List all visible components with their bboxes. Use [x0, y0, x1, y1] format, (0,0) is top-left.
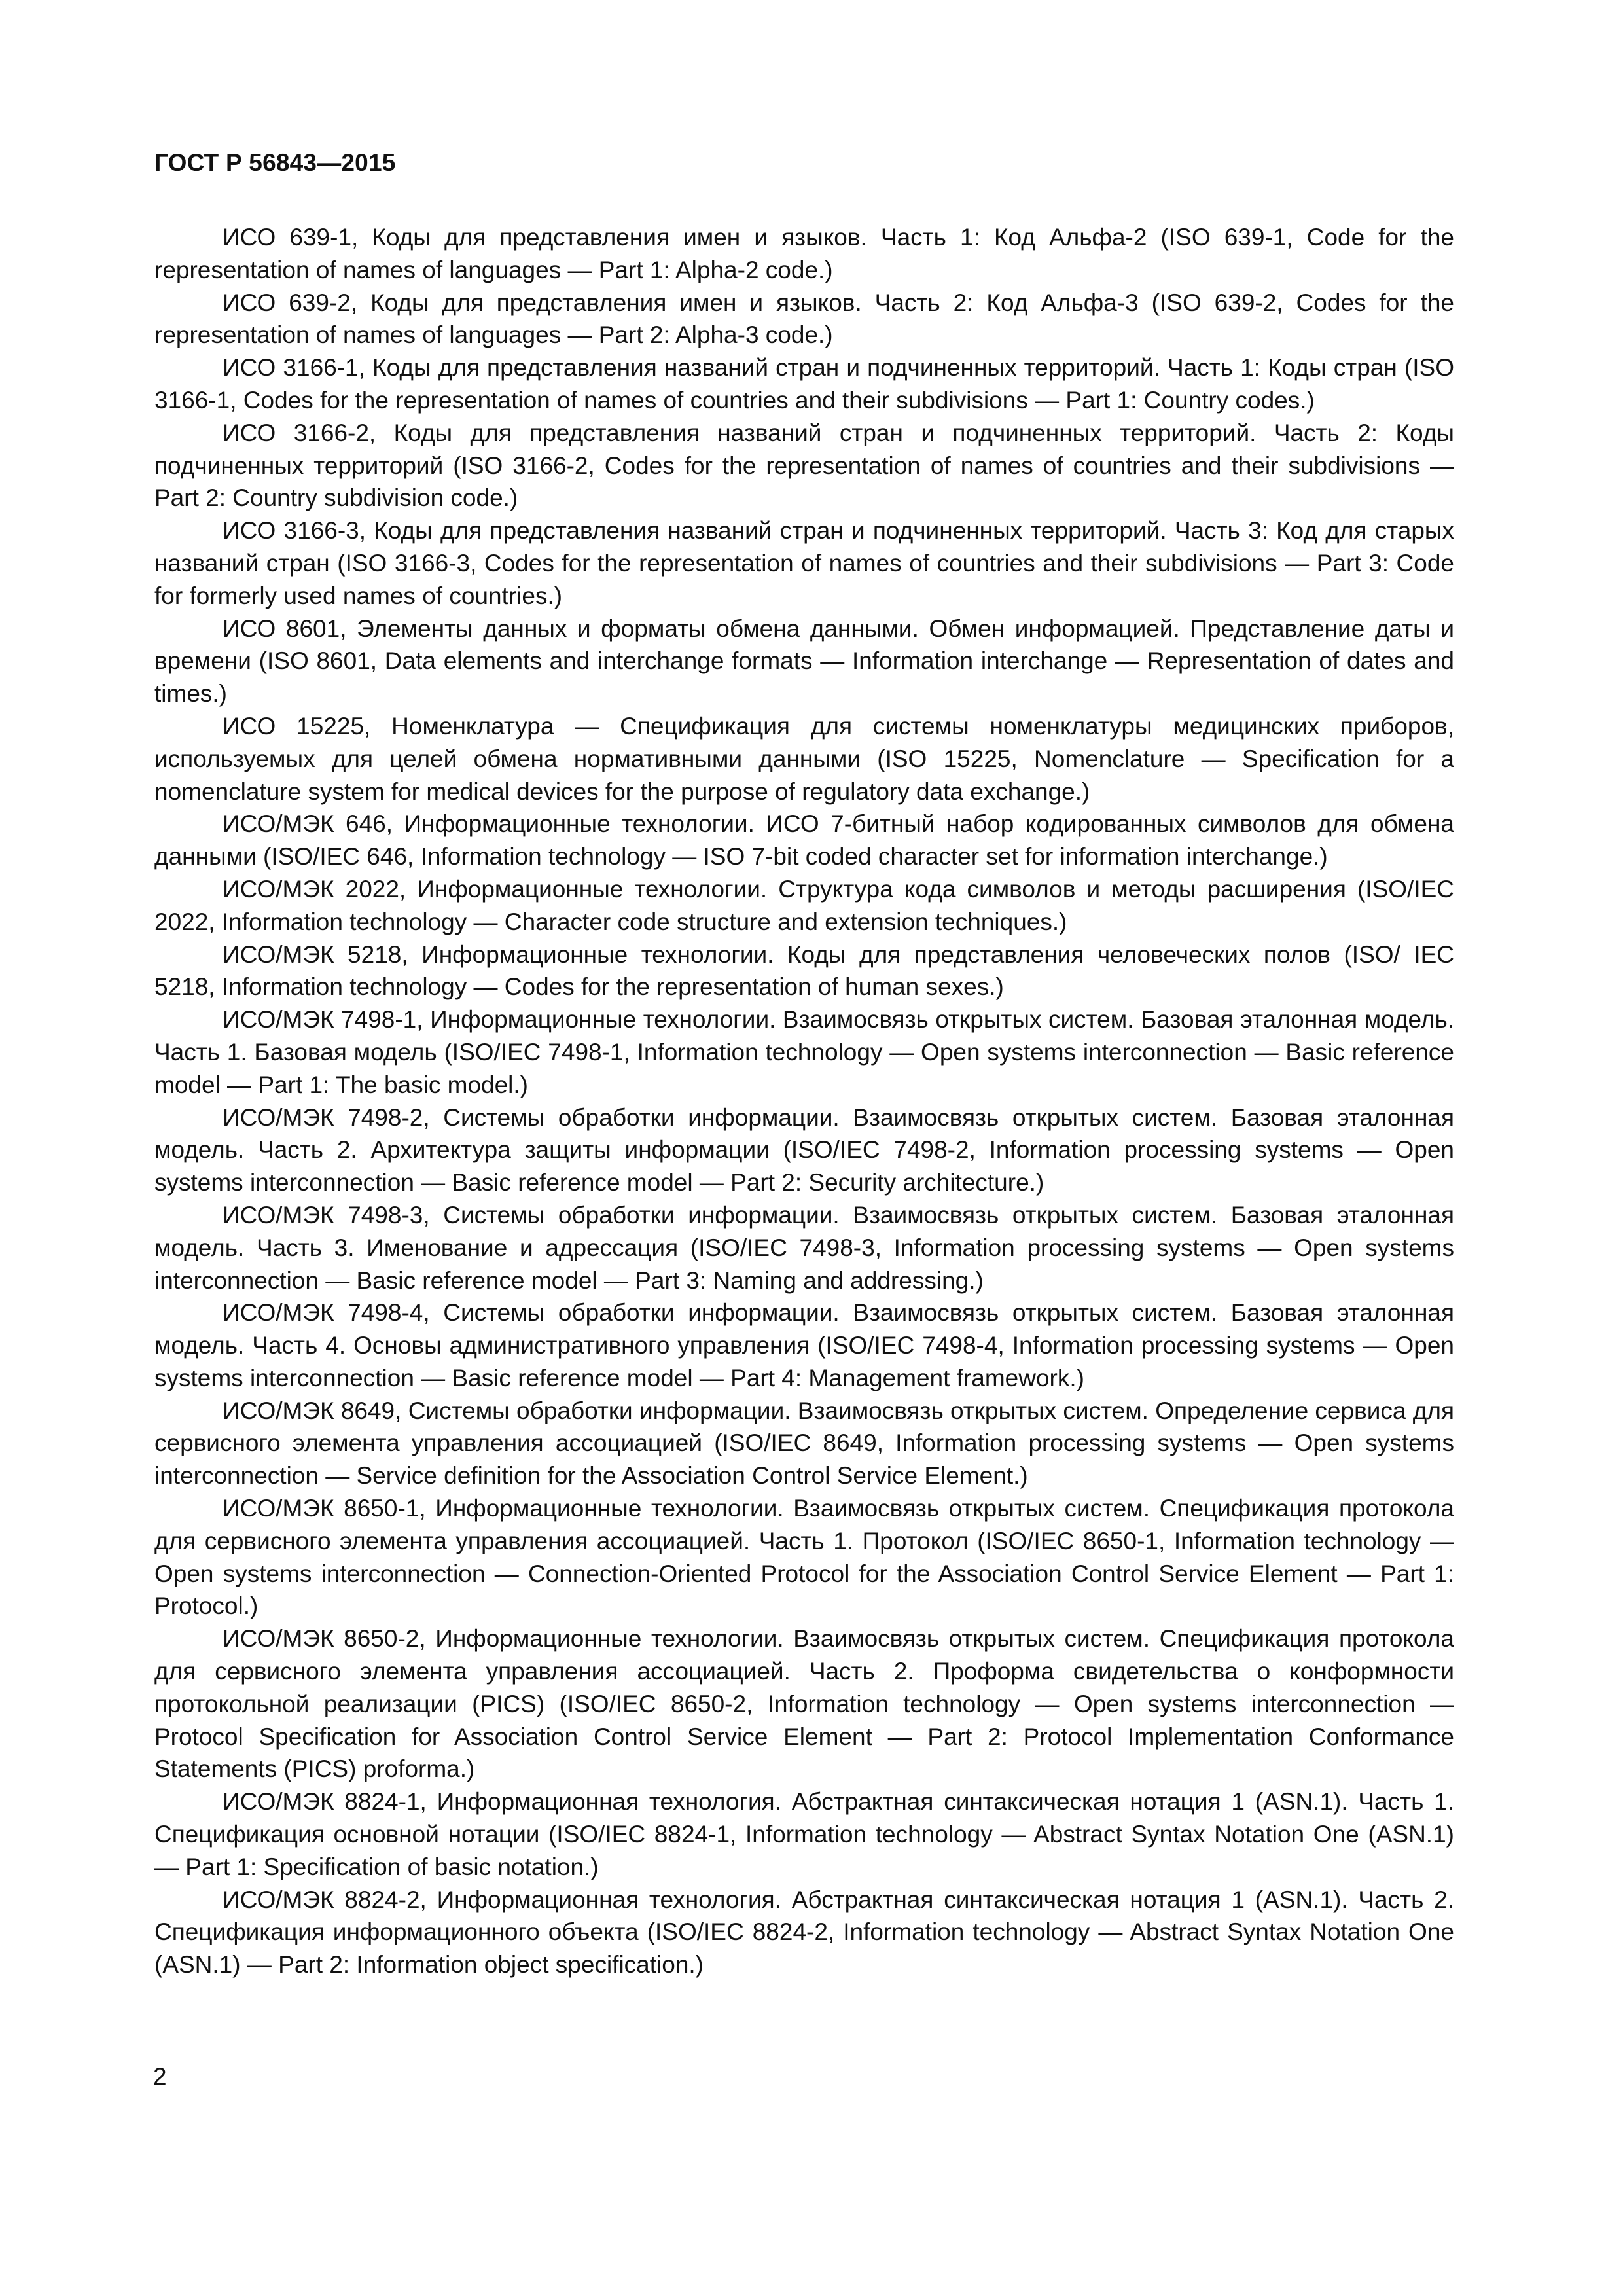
reference-iso-iec-7498-1: ИСО/МЭК 7498-1, Информационные технологии. Взаимосвязь открытых систем. Базовая эталонная модель. Часть 1. Базовая модель (ISO/IEC 7498-1, Information technology — Open systems interconnection — Basic reference model — Part 1: The basic model.): [154, 1006, 1454, 1098]
reference-iso-iec-7498-3: ИСО/МЭК 7498-3, Системы обработки информации. Взаимосвязь открытых систем. Базовая эталонная модель. Часть 3. Именование и адрессация (ISO/IEC 7498-3, Information processing systems — Open systems interconnection — Basic reference model — Part 3: Naming and addressing.): [154, 1201, 1454, 1294]
reference-iso-iec-8649: ИСО/МЭК 8649, Системы обработки информации. Взаимосвязь открытых систем. Определение сервиса для сервисного элемента управления ассоциацией (ISO/IEC 8649, Information processing systems — Open systems interconnection — Service definition for the Association Control Service Element.): [154, 1397, 1454, 1490]
reference-iso-3166-2: ИСО 3166-2, Коды для представления названий стран и подчиненных территорий. Часть 2: Коды подчиненных территорий (ISO 3166-2, Codes for the representation of names of countries and their subdivisions — Part 2: Country subdivision code.): [154, 419, 1454, 512]
reference-iso-639-1: ИСО 639-1, Коды для представления имен и языков. Часть 1: Код Альфа-2 (ISO 639-1, Code for the representation of names of languages — Part 1: Alpha-2 code.): [154, 224, 1454, 283]
page-header-standard-id: ГОСТ Р 56843—2015: [154, 149, 396, 176]
reference-iso-iec-8824-1: ИСО/МЭК 8824-1, Информационная технология. Абстрактная синтаксическая нотация 1 (ASN.1). Часть 1. Спецификация основной нотации (ISO/IEC 8824-1, Information technology — Abstract Syntax Notation One (ASN.1) — Part 1: Specification of basic notation.): [154, 1788, 1454, 1880]
reference-iso-iec-7498-2: ИСО/МЭК 7498-2, Системы обработки информации. Взаимосвязь открытых систем. Базовая эталонная модель. Часть 2. Архитектура защиты информации (ISO/IEC 7498-2, Information processing systems — Open systems interconnection — Basic reference model — Part 2: Security architecture.): [154, 1103, 1454, 1196]
page-number: 2: [153, 2063, 167, 2090]
reference-iso-iec-8650-1: ИСО/МЭК 8650-1, Информационные технологии. Взаимосвязь открытых систем. Спецификация протокола для сервисного элемента управления ассоциацией. Часть 1. Протокол (ISO/IEC 8650-1, Information technology — Open systems interconnection — Connection-Oriented Protocol for the Association Control Service Element — Part 1: Protocol.): [154, 1495, 1454, 1620]
reference-iso-iec-8650-2: ИСО/МЭК 8650-2, Информационные технологии. Взаимосвязь открытых систем. Спецификация протокола для сервисного элемента управления ассоциацией. Часть 2. Проформа свидетельства о конформности протокольной реализации (PICS) (ISO/IEC 8650-2, Information technology — Open systems interconnection — Protocol Specification for Association Control Service Element — Part 2: Protocol Implementation Conformance Statements (PICS) proforma.): [154, 1625, 1454, 1783]
reference-iso-639-2: ИСО 639-2, Коды для представления имен и языков. Часть 2: Код Альфа-3 (ISO 639-2, Codes for the representation of names of languages — Part 2: Alpha-3 code.): [154, 289, 1454, 349]
reference-iso-3166-3: ИСО 3166-3, Коды для представления названий стран и подчиненных территорий. Часть 3: Код для старых названий стран (ISO 3166-3, Codes for the representation of names of countries and their subdivisions — Part 3: Code for formerly used names of countries.): [154, 517, 1454, 609]
reference-iso-3166-1: ИСО 3166-1, Коды для представления названий стран и подчиненных территорий. Часть 1: Коды стран (ISO 3166-1, Codes for the representation of names of countries and their subdivisions — Part 1: Country codes.): [154, 354, 1454, 414]
reference-iso-iec-646: ИСО/МЭК 646, Информационные технологии. ИСО 7-битный набор кодированных символов для обмена данными (ISO/IEC 646, Information technology — ISO 7-bit coded character set for information interchange.): [154, 810, 1454, 870]
reference-iso-iec-2022: ИСО/МЭК 2022, Информационные технологии. Структура кода символов и методы расширения (ISO/IEC 2022, Information technology — Character code structure and extension techniques.): [154, 875, 1454, 935]
reference-iso-15225: ИСО 15225, Номенклатура — Спецификация для системы номенклатуры медицинских приборов, используемых для целей обмена нормативными данными (ISO 15225, Nomenclature — Specification for a nomenclature system for medical devices for the purpose of regulatory data exchange.): [154, 712, 1454, 805]
reference-iso-iec-5218: ИСО/МЭК 5218, Информационные технологии. Коды для представления человеческих полов (ISO/ IEC 5218, Information technology — Codes for the representation of human sexes.): [154, 941, 1454, 1001]
reference-iso-iec-7498-4: ИСО/МЭК 7498-4, Системы обработки информации. Взаимосвязь открытых систем. Базовая эталонная модель. Часть 4. Основы административного управления (ISO/IEC 7498-4, Information processing systems — Open systems interconnection — Basic reference model — Part 4: Management framework.): [154, 1299, 1454, 1391]
reference-iso-iec-8824-2: ИСО/МЭК 8824-2, Информационная технология. Абстрактная синтаксическая нотация 1 (ASN.1). Часть 2. Спецификация информационного объекта (ISO/IEC 8824-2, Information technology — Abstract Syntax Notation One (ASN.1) — Part 2: Information object specification.): [154, 1886, 1454, 1979]
reference-iso-8601: ИСО 8601, Элементы данных и форматы обмена данными. Обмен информацией. Представление даты и времени (ISO 8601, Data elements and interchange formats — Information interchange — Representation of dates and times.): [154, 615, 1454, 708]
normative-references-list: [154, 221, 1454, 1981]
